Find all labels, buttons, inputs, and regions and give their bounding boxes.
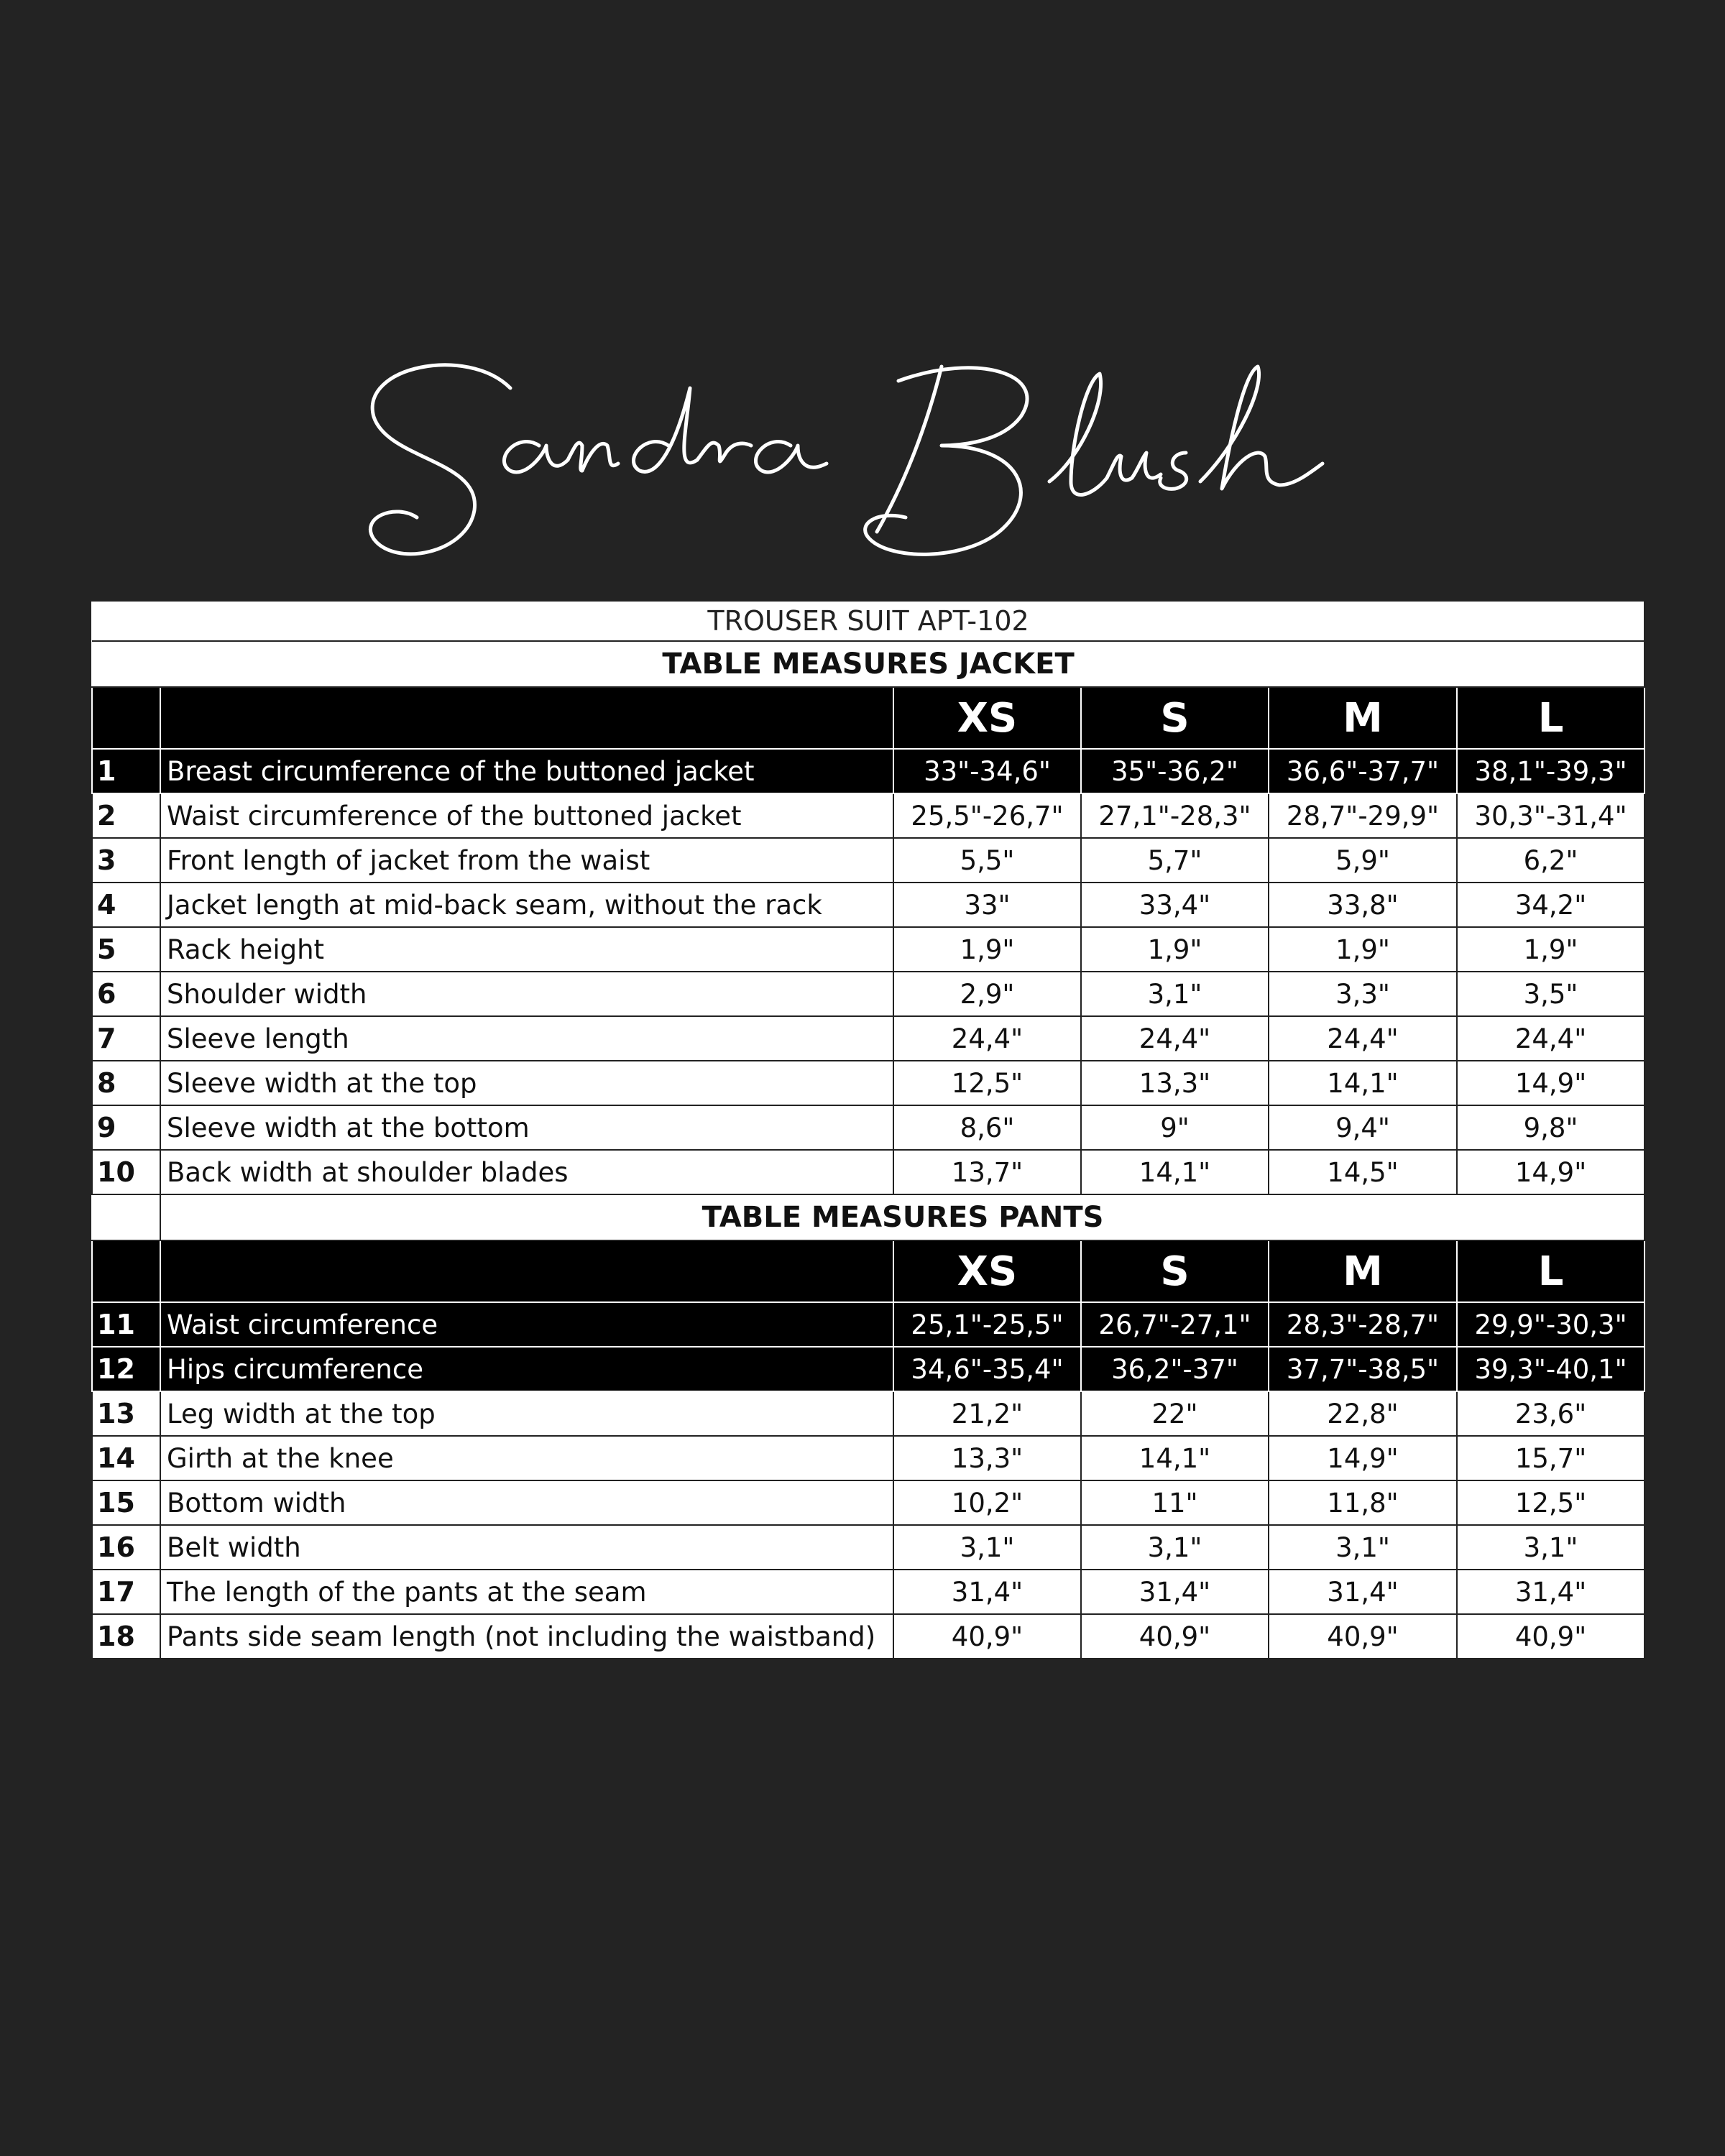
measure-value-s: 35"-36,2" bbox=[1081, 749, 1269, 793]
row-number: 7 bbox=[92, 1016, 160, 1061]
measure-value-xs: 5,5" bbox=[893, 838, 1081, 883]
measure-value-s: 40,9" bbox=[1081, 1614, 1269, 1659]
measure-value-s: 5,7" bbox=[1081, 838, 1269, 883]
size-header-m: M bbox=[1269, 687, 1457, 749]
measure-row bbox=[92, 838, 1644, 883]
measure-label: Back width at shoulder blades bbox=[160, 1150, 893, 1194]
measure-value-xs: 12,5" bbox=[893, 1061, 1081, 1105]
measure-value-s: 14,1" bbox=[1081, 1436, 1269, 1480]
measure-label: The length of the pants at the seam bbox=[160, 1570, 893, 1614]
measure-value-s: 1,9" bbox=[1081, 927, 1269, 972]
measure-row bbox=[92, 1525, 1644, 1570]
measure-row bbox=[92, 1105, 1644, 1150]
measure-value-m: 40,9" bbox=[1269, 1614, 1457, 1659]
measure-value-m: 11,8" bbox=[1269, 1480, 1457, 1525]
pants-section-row bbox=[92, 1194, 1644, 1240]
jacket-size-header bbox=[92, 687, 1644, 749]
measure-row bbox=[92, 749, 1644, 793]
row-number: 8 bbox=[92, 1061, 160, 1105]
measure-value-l: 39,3"-40,1" bbox=[1457, 1347, 1644, 1391]
row-number: 14 bbox=[92, 1436, 160, 1480]
product-title: TROUSER SUIT APT-102 bbox=[92, 602, 1644, 641]
measure-value-xs: 31,4" bbox=[893, 1570, 1081, 1614]
measure-value-m: 14,5" bbox=[1269, 1150, 1457, 1194]
measure-value-l: 40,9" bbox=[1457, 1614, 1644, 1659]
measure-label: Shoulder width bbox=[160, 972, 893, 1016]
measure-value-xs: 40,9" bbox=[893, 1614, 1081, 1659]
measure-value-l: 34,2" bbox=[1457, 883, 1644, 927]
measure-value-xs: 34,6"-35,4" bbox=[893, 1347, 1081, 1391]
measure-value-l: 30,3"-31,4" bbox=[1457, 793, 1644, 838]
measure-value-xs: 24,4" bbox=[893, 1016, 1081, 1061]
row-number: 2 bbox=[92, 793, 160, 838]
measure-value-s: 24,4" bbox=[1081, 1016, 1269, 1061]
header-number-cell bbox=[92, 687, 160, 749]
measure-value-s: 31,4" bbox=[1081, 1570, 1269, 1614]
measure-value-m: 3,1" bbox=[1269, 1525, 1457, 1570]
measure-row bbox=[92, 1016, 1644, 1061]
measure-label: Breast circumference of the buttoned jacket bbox=[160, 749, 893, 793]
measure-value-l: 24,4" bbox=[1457, 1016, 1644, 1061]
measure-value-m: 37,7"-38,5" bbox=[1269, 1347, 1457, 1391]
size-header-s: S bbox=[1081, 687, 1269, 749]
measure-value-s: 13,3" bbox=[1081, 1061, 1269, 1105]
measure-value-m: 14,9" bbox=[1269, 1436, 1457, 1480]
measure-value-l: 31,4" bbox=[1457, 1570, 1644, 1614]
jacket-section-title: TABLE MEASURES JACKET bbox=[92, 641, 1644, 687]
row-number: 18 bbox=[92, 1614, 160, 1659]
measure-row bbox=[92, 883, 1644, 927]
measure-row bbox=[92, 927, 1644, 972]
measure-value-s: 36,2"-37" bbox=[1081, 1347, 1269, 1391]
measure-value-m: 33,8" bbox=[1269, 883, 1457, 927]
row-number: 16 bbox=[92, 1525, 160, 1570]
measure-value-l: 14,9" bbox=[1457, 1061, 1644, 1105]
header-label-cell bbox=[160, 687, 893, 749]
row-number: 15 bbox=[92, 1480, 160, 1525]
measure-label: Girth at the knee bbox=[160, 1436, 893, 1480]
measure-value-xs: 21,2" bbox=[893, 1391, 1081, 1436]
size-chart bbox=[91, 602, 1644, 1659]
measure-value-m: 22,8" bbox=[1269, 1391, 1457, 1436]
measure-label: Leg width at the top bbox=[160, 1391, 893, 1436]
measure-value-s: 3,1" bbox=[1081, 1525, 1269, 1570]
product-title-row bbox=[92, 602, 1644, 641]
pants-size-header bbox=[92, 1240, 1644, 1302]
measure-label: Rack height bbox=[160, 927, 893, 972]
measure-value-xs: 2,9" bbox=[893, 972, 1081, 1016]
measure-value-s: 14,1" bbox=[1081, 1150, 1269, 1194]
row-number: 3 bbox=[92, 838, 160, 883]
measure-label: Belt width bbox=[160, 1525, 893, 1570]
measure-value-m: 1,9" bbox=[1269, 927, 1457, 972]
brand-signature-logo bbox=[331, 338, 1394, 582]
measure-value-xs: 25,5"-26,7" bbox=[893, 793, 1081, 838]
measure-value-xs: 3,1" bbox=[893, 1525, 1081, 1570]
size-header-xs: XS bbox=[893, 687, 1081, 749]
row-number: 6 bbox=[92, 972, 160, 1016]
measure-value-m: 31,4" bbox=[1269, 1570, 1457, 1614]
measure-value-xs: 25,1"-25,5" bbox=[893, 1302, 1081, 1347]
size-header-xs: XS bbox=[893, 1240, 1081, 1302]
measure-value-m: 36,6"-37,7" bbox=[1269, 749, 1457, 793]
measure-label: Waist circumference bbox=[160, 1302, 893, 1347]
row-number: 12 bbox=[92, 1347, 160, 1391]
measure-value-l: 12,5" bbox=[1457, 1480, 1644, 1525]
measure-value-xs: 1,9" bbox=[893, 927, 1081, 972]
measure-value-m: 28,3"-28,7" bbox=[1269, 1302, 1457, 1347]
measure-label: Sleeve length bbox=[160, 1016, 893, 1061]
measure-row bbox=[92, 1480, 1644, 1525]
jacket-section-row bbox=[92, 641, 1644, 687]
row-number: 4 bbox=[92, 883, 160, 927]
measure-label: Front length of jacket from the waist bbox=[160, 838, 893, 883]
measure-value-xs: 33"-34,6" bbox=[893, 749, 1081, 793]
measure-value-s: 33,4" bbox=[1081, 883, 1269, 927]
measure-value-xs: 33" bbox=[893, 883, 1081, 927]
measure-row bbox=[92, 1150, 1644, 1194]
measure-value-l: 3,1" bbox=[1457, 1525, 1644, 1570]
brand-logo bbox=[0, 338, 1725, 582]
pants-section-title: TABLE MEASURES PANTS bbox=[160, 1194, 1644, 1240]
measure-row bbox=[92, 1570, 1644, 1614]
row-number: 5 bbox=[92, 927, 160, 972]
size-header-l: L bbox=[1457, 1240, 1644, 1302]
measure-row bbox=[92, 1061, 1644, 1105]
measure-value-l: 9,8" bbox=[1457, 1105, 1644, 1150]
measure-row bbox=[92, 1302, 1644, 1347]
measure-value-m: 28,7"-29,9" bbox=[1269, 793, 1457, 838]
measure-value-m: 5,9" bbox=[1269, 838, 1457, 883]
header-label-cell bbox=[160, 1240, 893, 1302]
size-chart-table bbox=[91, 602, 1645, 1659]
measure-row bbox=[92, 1391, 1644, 1436]
measure-row bbox=[92, 972, 1644, 1016]
row-number: 9 bbox=[92, 1105, 160, 1150]
measure-value-l: 38,1"-39,3" bbox=[1457, 749, 1644, 793]
measure-value-xs: 13,7" bbox=[893, 1150, 1081, 1194]
measure-label: Jacket length at mid-back seam, without the rack bbox=[160, 883, 893, 927]
measure-value-l: 15,7" bbox=[1457, 1436, 1644, 1480]
row-number: 1 bbox=[92, 749, 160, 793]
measure-value-l: 29,9"-30,3" bbox=[1457, 1302, 1644, 1347]
measure-row bbox=[92, 793, 1644, 838]
measure-value-s: 9" bbox=[1081, 1105, 1269, 1150]
measure-value-s: 26,7"-27,1" bbox=[1081, 1302, 1269, 1347]
header-number-cell bbox=[92, 1240, 160, 1302]
measure-value-s: 11" bbox=[1081, 1480, 1269, 1525]
measure-value-s: 27,1"-28,3" bbox=[1081, 793, 1269, 838]
size-header-m: M bbox=[1269, 1240, 1457, 1302]
measure-label: Waist circumference of the buttoned jacket bbox=[160, 793, 893, 838]
measure-label: Sleeve width at the bottom bbox=[160, 1105, 893, 1150]
size-header-l: L bbox=[1457, 687, 1644, 749]
measure-value-s: 22" bbox=[1081, 1391, 1269, 1436]
measure-value-l: 14,9" bbox=[1457, 1150, 1644, 1194]
measure-label: Hips circumference bbox=[160, 1347, 893, 1391]
measure-label: Bottom width bbox=[160, 1480, 893, 1525]
row-number: 10 bbox=[92, 1150, 160, 1194]
measure-value-m: 3,3" bbox=[1269, 972, 1457, 1016]
row-number: 13 bbox=[92, 1391, 160, 1436]
section-spacer-cell bbox=[92, 1194, 160, 1240]
measure-value-m: 14,1" bbox=[1269, 1061, 1457, 1105]
row-number: 17 bbox=[92, 1570, 160, 1614]
measure-value-xs: 10,2" bbox=[893, 1480, 1081, 1525]
measure-value-l: 23,6" bbox=[1457, 1391, 1644, 1436]
measure-row bbox=[92, 1614, 1644, 1659]
measure-label: Sleeve width at the top bbox=[160, 1061, 893, 1105]
measure-value-l: 3,5" bbox=[1457, 972, 1644, 1016]
measure-value-s: 3,1" bbox=[1081, 972, 1269, 1016]
size-header-s: S bbox=[1081, 1240, 1269, 1302]
measure-label: Pants side seam length (not including the waistband) bbox=[160, 1614, 893, 1659]
measure-row bbox=[92, 1347, 1644, 1391]
measure-value-xs: 13,3" bbox=[893, 1436, 1081, 1480]
measure-value-m: 24,4" bbox=[1269, 1016, 1457, 1061]
measure-value-l: 6,2" bbox=[1457, 838, 1644, 883]
measure-value-m: 9,4" bbox=[1269, 1105, 1457, 1150]
measure-value-xs: 8,6" bbox=[893, 1105, 1081, 1150]
measure-value-l: 1,9" bbox=[1457, 927, 1644, 972]
row-number: 11 bbox=[92, 1302, 160, 1347]
measure-row bbox=[92, 1436, 1644, 1480]
